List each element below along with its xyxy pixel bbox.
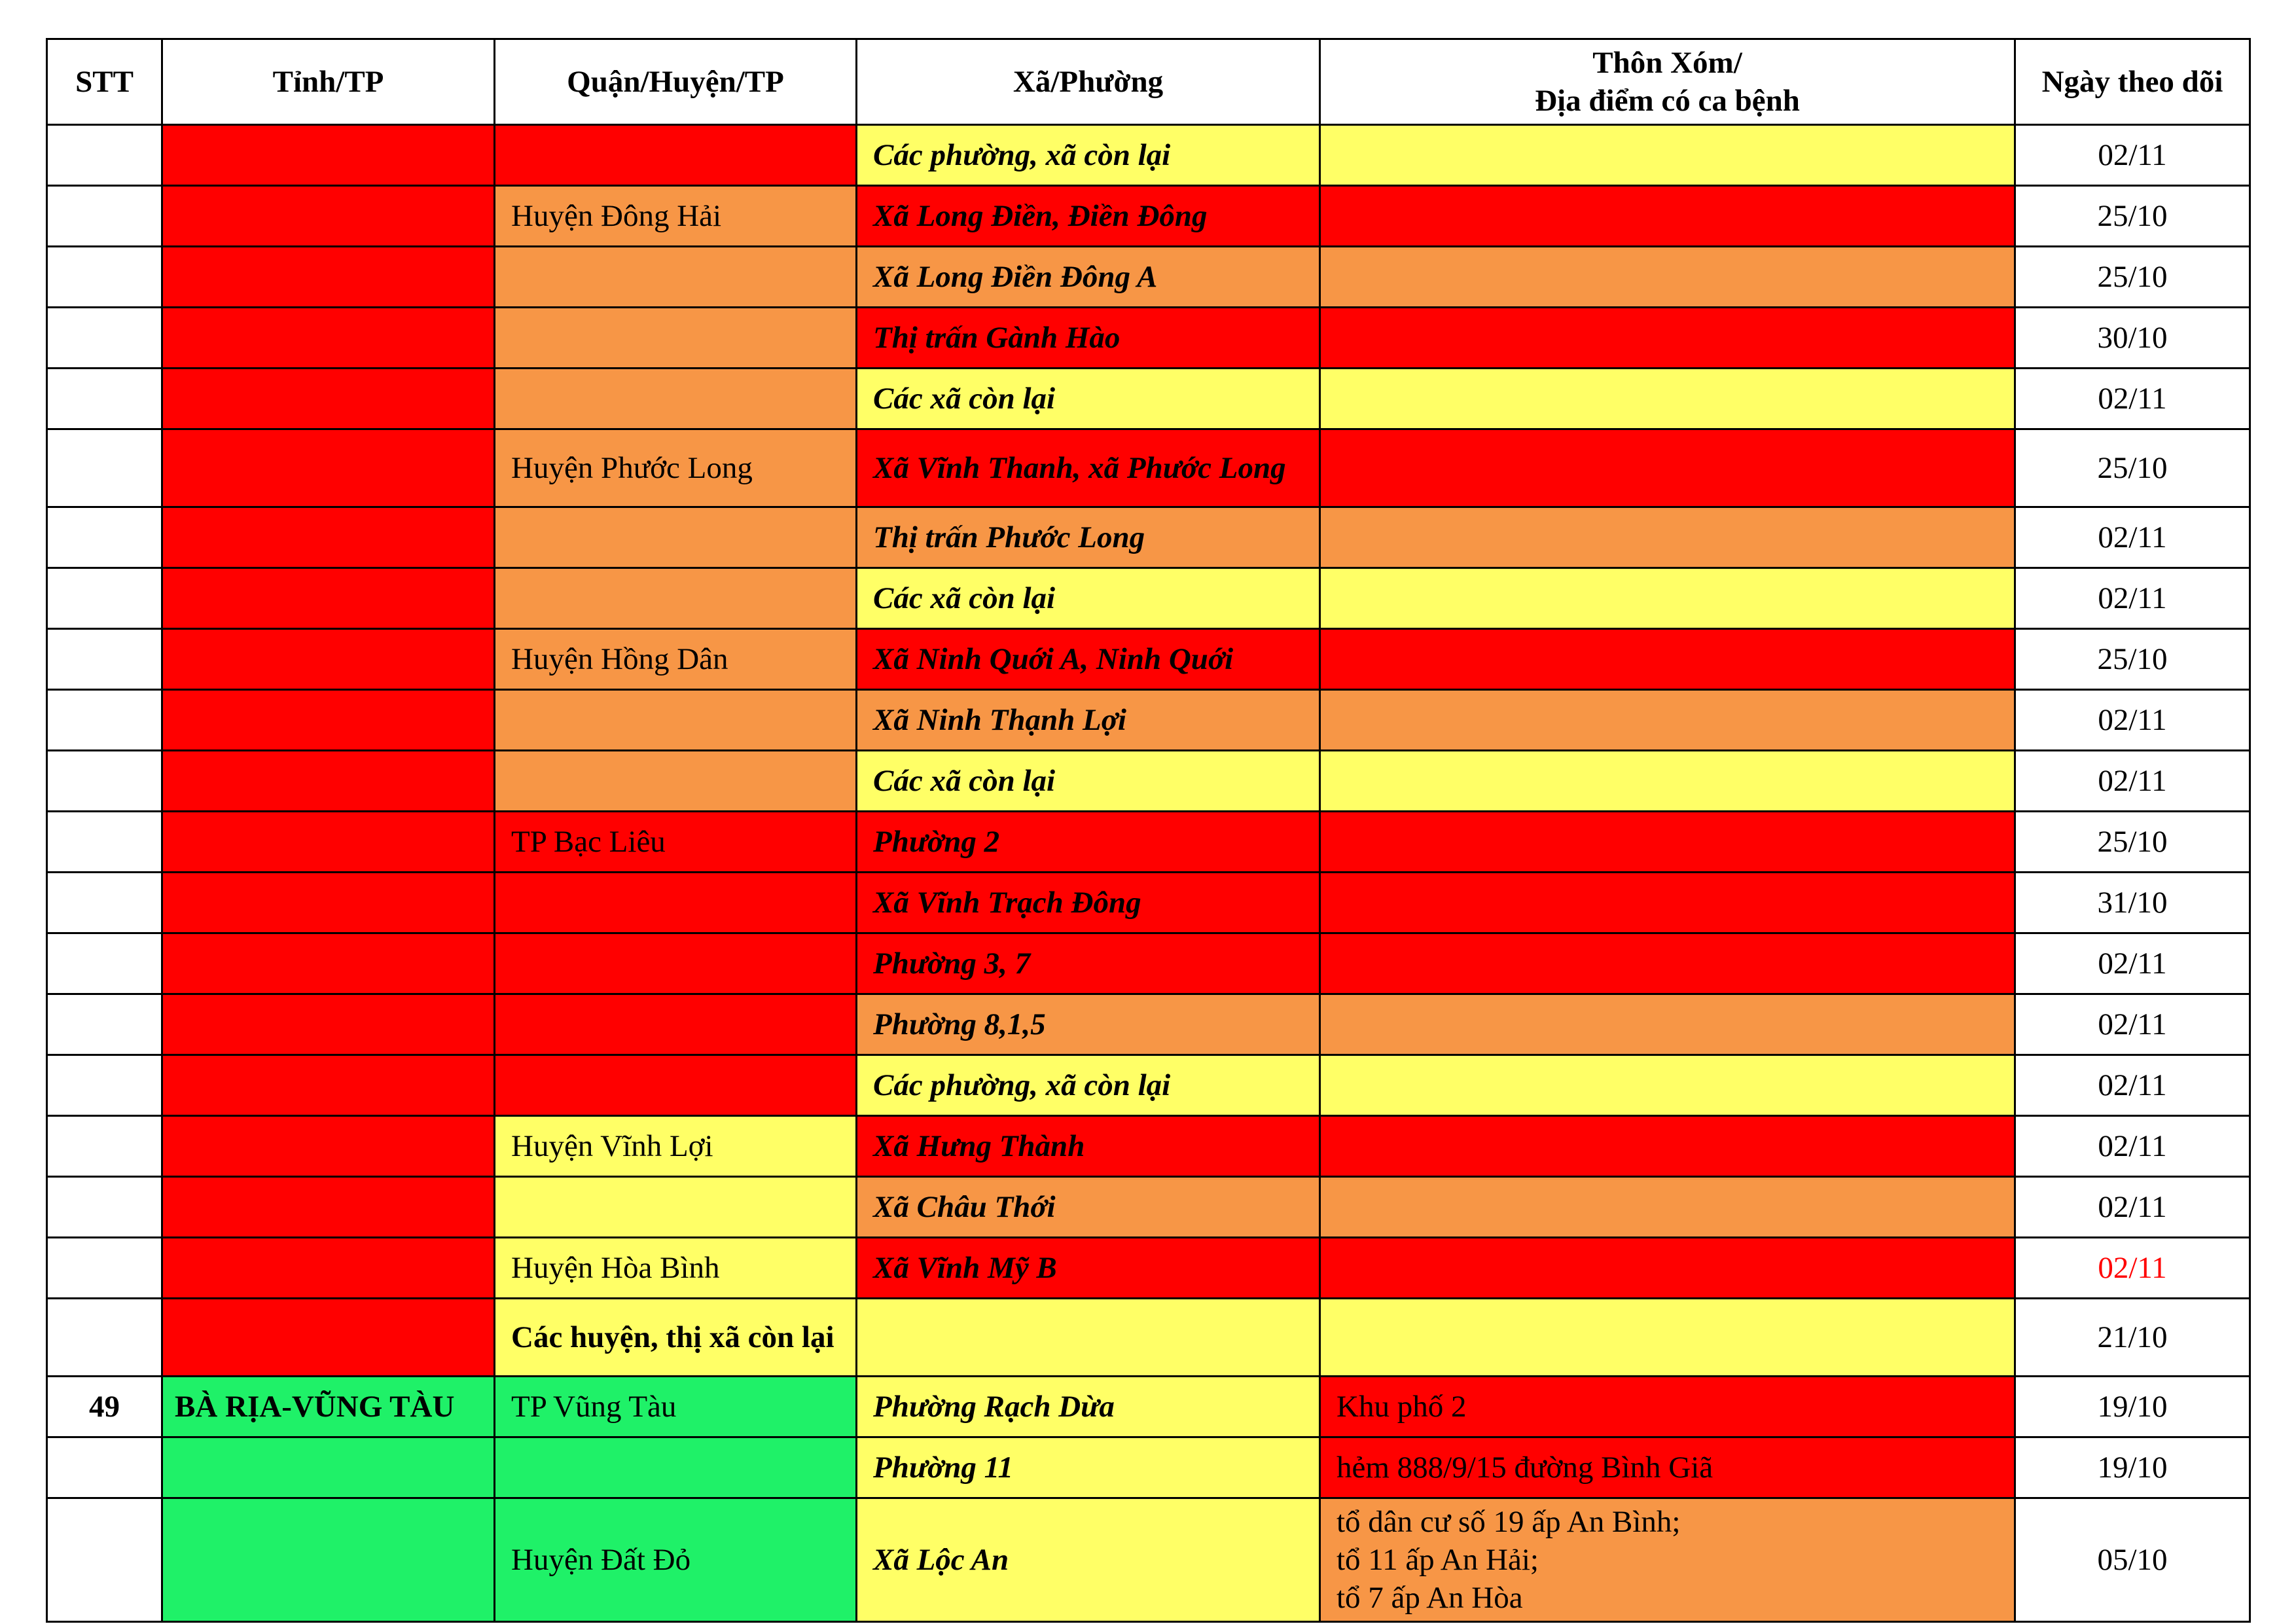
- cell-ngay: 02/11: [2015, 751, 2250, 812]
- cell-xa: Các phường, xã còn lại: [857, 1055, 1320, 1116]
- cell-thon: [1320, 1055, 2015, 1116]
- cell-huyen: [495, 1177, 857, 1238]
- cell-thon: [1320, 369, 2015, 429]
- cell-ngay: 05/10: [2015, 1498, 2250, 1622]
- cell-xa: Phường 2: [857, 812, 1320, 873]
- cell-thon: [1320, 1116, 2015, 1177]
- table-row: [47, 568, 2250, 629]
- cell-tinh: [162, 933, 495, 994]
- table-row: [47, 751, 2250, 812]
- cell-tinh: [162, 125, 495, 186]
- cell-xa: Thị trấn Gành Hào: [857, 308, 1320, 369]
- cell-thon: [1320, 568, 2015, 629]
- cell-tinh: [162, 751, 495, 812]
- cell-tinh: [162, 247, 495, 308]
- cell-huyen: TP Bạc Liêu: [495, 812, 857, 873]
- cell-tinh: [162, 1238, 495, 1299]
- cell-stt: [47, 994, 162, 1055]
- cell-stt: [47, 812, 162, 873]
- cell-tinh: [162, 629, 495, 690]
- cell-huyen: TP Vũng Tàu: [495, 1377, 857, 1437]
- cell-stt: [47, 568, 162, 629]
- cell-xa: Xã Ninh Quới A, Ninh Quới: [857, 629, 1320, 690]
- cell-stt: [47, 629, 162, 690]
- table-row: [47, 1498, 2250, 1622]
- cell-thon-line: tổ 11 ấp An Hải;: [1336, 1543, 1539, 1577]
- cell-xa: Xã Long Điền Đông A: [857, 247, 1320, 308]
- cell-thon: hẻm 888/9/15 đường Bình Giã: [1320, 1437, 2015, 1498]
- cell-huyen: Huyện Phước Long: [495, 429, 857, 507]
- cell-ngay: 25/10: [2015, 629, 2250, 690]
- cell-thon: [1320, 247, 2015, 308]
- cell-huyen: Huyện Hòa Bình: [495, 1238, 857, 1299]
- header-row: [47, 39, 2250, 125]
- cell-huyen: [495, 125, 857, 186]
- cell-stt: [47, 125, 162, 186]
- table-row: [47, 1377, 2250, 1437]
- cell-ngay: 21/10: [2015, 1299, 2250, 1377]
- table-row: [47, 186, 2250, 247]
- table-row: [47, 1238, 2250, 1299]
- cell-ngay: 02/11: [2015, 1177, 2250, 1238]
- header-ngay: Ngày theo dõi: [2015, 39, 2250, 125]
- cell-ngay: 02/11: [2015, 690, 2250, 751]
- cell-thon: [1320, 1238, 2015, 1299]
- cell-huyen: [495, 873, 857, 933]
- table-row: [47, 933, 2250, 994]
- cell-tinh: [162, 873, 495, 933]
- table-row: [47, 1437, 2250, 1498]
- cell-tinh: [162, 186, 495, 247]
- cell-stt: [47, 1177, 162, 1238]
- cell-tinh: [162, 369, 495, 429]
- cell-huyen: [495, 369, 857, 429]
- cell-ngay: 25/10: [2015, 186, 2250, 247]
- cell-stt: [47, 690, 162, 751]
- cell-xa: Xã Vĩnh Trạch Đông: [857, 873, 1320, 933]
- cell-thon: Khu phố 2: [1320, 1377, 2015, 1437]
- cell-thon-line: tổ dân cư số 19 ấp An Bình;: [1336, 1505, 1681, 1539]
- cell-thon: [1320, 933, 2015, 994]
- table-row: [47, 812, 2250, 873]
- cell-ngay: 02/11: [2015, 125, 2250, 186]
- cell-ngay: 02/11: [2015, 1055, 2250, 1116]
- cell-stt: [47, 1116, 162, 1177]
- table-row: [47, 1177, 2250, 1238]
- cell-stt: [47, 1437, 162, 1498]
- header-thon-line1: Thôn Xóm/: [1592, 46, 1742, 80]
- cell-xa: Phường 8,1,5: [857, 994, 1320, 1055]
- cell-tinh: [162, 1299, 495, 1377]
- cell-thon: [1320, 507, 2015, 568]
- cell-thon: [1320, 873, 2015, 933]
- cell-stt: [47, 186, 162, 247]
- table-row: [47, 1299, 2250, 1377]
- cell-thon: [1320, 186, 2015, 247]
- cell-stt: [47, 247, 162, 308]
- cell-huyen: [495, 247, 857, 308]
- cell-xa: Xã Châu Thới: [857, 1177, 1320, 1238]
- cell-stt: [47, 507, 162, 568]
- table-row: [47, 629, 2250, 690]
- cell-huyen: Huyện Đông Hải: [495, 186, 857, 247]
- cell-huyen: [495, 933, 857, 994]
- cell-stt: 49: [47, 1377, 162, 1437]
- cell-xa: Xã Hưng Thành: [857, 1116, 1320, 1177]
- cell-xa: Phường 3, 7: [857, 933, 1320, 994]
- cell-tinh: [162, 1116, 495, 1177]
- cell-ngay: 19/10: [2015, 1437, 2250, 1498]
- cell-huyen: Các huyện, thị xã còn lại: [495, 1299, 857, 1377]
- cell-xa: [857, 1299, 1320, 1377]
- cell-xa: Các xã còn lại: [857, 751, 1320, 812]
- cell-ngay: 02/11: [2015, 369, 2250, 429]
- cell-xa: Phường Rạch Dừa: [857, 1377, 1320, 1437]
- cell-ngay: 02/11: [2015, 507, 2250, 568]
- table-row: [47, 125, 2250, 186]
- cell-xa: Các xã còn lại: [857, 369, 1320, 429]
- table-row: [47, 507, 2250, 568]
- cell-tinh: [162, 1055, 495, 1116]
- cell-tinh: [162, 690, 495, 751]
- cell-thon: [1320, 308, 2015, 369]
- cell-stt: [47, 1299, 162, 1377]
- cell-xa: Xã Lộc An: [857, 1498, 1320, 1622]
- cell-tinh: [162, 507, 495, 568]
- cell-stt: [47, 751, 162, 812]
- cell-stt: [47, 873, 162, 933]
- cell-thon: [1320, 690, 2015, 751]
- header-stt: STT: [47, 39, 162, 125]
- table-row: [47, 1055, 2250, 1116]
- cell-huyen: [495, 507, 857, 568]
- cell-tinh: [162, 308, 495, 369]
- cell-huyen: Huyện Hồng Dân: [495, 629, 857, 690]
- cell-tinh: [162, 429, 495, 507]
- cell-xa: Xã Vĩnh Thanh, xã Phước Long: [857, 429, 1320, 507]
- cell-tinh: [162, 1177, 495, 1238]
- cell-tinh: BÀ RỊA-VŨNG TÀU: [162, 1377, 495, 1437]
- cell-stt: [47, 1055, 162, 1116]
- cell-ngay: 02/11: [2015, 1116, 2250, 1177]
- table-row: [47, 994, 2250, 1055]
- table-row: [47, 308, 2250, 369]
- cell-tinh: [162, 568, 495, 629]
- cell-ngay: 25/10: [2015, 247, 2250, 308]
- cell-thon: [1320, 629, 2015, 690]
- cell-ngay: 25/10: [2015, 812, 2250, 873]
- cell-ngay: 25/10: [2015, 429, 2250, 507]
- table-row: [47, 247, 2250, 308]
- cell-tinh: [162, 1498, 495, 1622]
- cell-stt: [47, 369, 162, 429]
- cell-xa: Phường 11: [857, 1437, 1320, 1498]
- cell-huyen: [495, 568, 857, 629]
- cell-thon: [1320, 429, 2015, 507]
- cell-tinh: [162, 812, 495, 873]
- cell-tinh: [162, 994, 495, 1055]
- cell-ngay: 31/10: [2015, 873, 2250, 933]
- outbreak-table: [46, 38, 2251, 1623]
- cell-ngay: 30/10: [2015, 308, 2250, 369]
- cell-huyen: [495, 1437, 857, 1498]
- header-tinh: Tỉnh/TP: [162, 39, 495, 125]
- cell-stt: [47, 308, 162, 369]
- cell-huyen: Huyện Đất Đỏ: [495, 1498, 857, 1622]
- table-row: [47, 369, 2250, 429]
- cell-thon: [1320, 751, 2015, 812]
- cell-ngay: 19/10: [2015, 1377, 2250, 1437]
- cell-ngay: 02/11: [2015, 1238, 2250, 1299]
- cell-stt: [47, 1238, 162, 1299]
- header-xa: Xã/Phường: [857, 39, 1320, 125]
- header-thon-line2: Địa điểm có ca bệnh: [1535, 84, 1800, 118]
- table-row: [47, 690, 2250, 751]
- header-thon: [1320, 39, 2015, 125]
- header-huyen: Quận/Huyện/TP: [495, 39, 857, 125]
- table-row: [47, 429, 2250, 507]
- cell-stt: [47, 1498, 162, 1622]
- cell-xa: Các phường, xã còn lại: [857, 125, 1320, 186]
- cell-stt: [47, 429, 162, 507]
- cell-ngay: 02/11: [2015, 568, 2250, 629]
- cell-xa: Thị trấn Phước Long: [857, 507, 1320, 568]
- cell-thon: [1320, 812, 2015, 873]
- cell-xa: Xã Ninh Thạnh Lợi: [857, 690, 1320, 751]
- table-row: [47, 1116, 2250, 1177]
- cell-thon: [1320, 1498, 2015, 1622]
- cell-huyen: [495, 1055, 857, 1116]
- cell-xa: Các xã còn lại: [857, 568, 1320, 629]
- cell-thon: [1320, 1177, 2015, 1238]
- cell-ngay: 02/11: [2015, 994, 2250, 1055]
- cell-huyen: [495, 308, 857, 369]
- cell-thon: [1320, 1299, 2015, 1377]
- cell-stt: [47, 933, 162, 994]
- cell-thon-line: tổ 7 ấp An Hòa: [1336, 1581, 1523, 1615]
- cell-huyen: Huyện Vĩnh Lợi: [495, 1116, 857, 1177]
- cell-huyen: [495, 994, 857, 1055]
- cell-thon: [1320, 994, 2015, 1055]
- cell-xa: Xã Vĩnh Mỹ B: [857, 1238, 1320, 1299]
- cell-tinh: [162, 1437, 495, 1498]
- cell-huyen: [495, 751, 857, 812]
- cell-huyen: [495, 690, 857, 751]
- cell-ngay: 02/11: [2015, 933, 2250, 994]
- cell-xa: Xã Long Điền, Điền Đông: [857, 186, 1320, 247]
- cell-thon: [1320, 125, 2015, 186]
- table-row: [47, 873, 2250, 933]
